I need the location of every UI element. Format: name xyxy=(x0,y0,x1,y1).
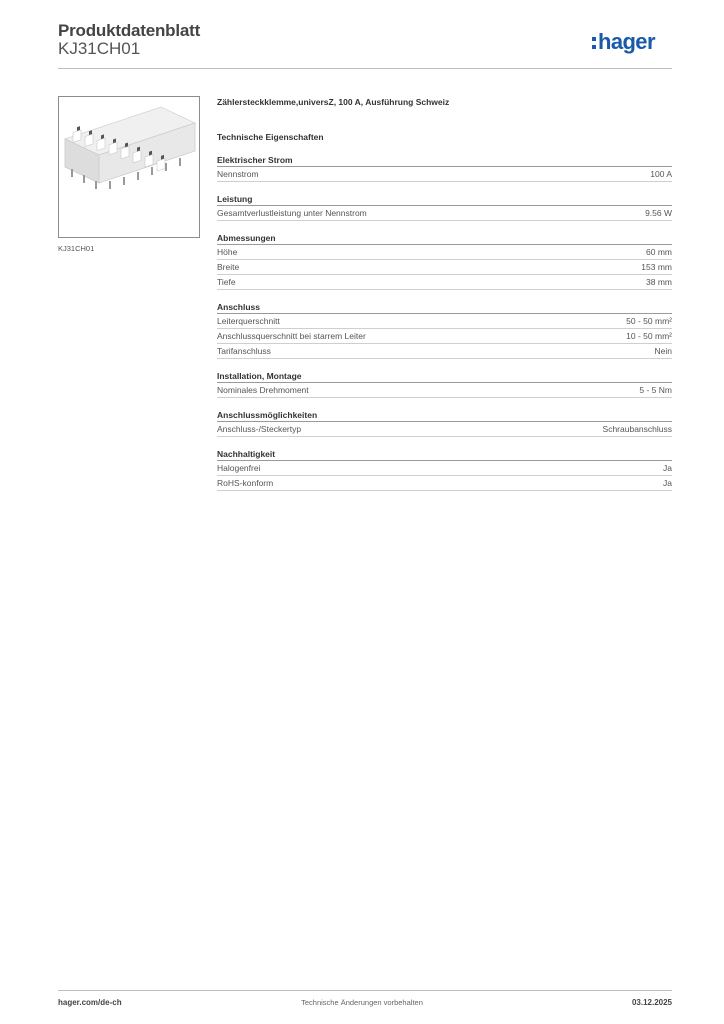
product-image-frame xyxy=(58,96,200,238)
spec-group-nachhaltigkeit xyxy=(217,448,672,491)
product-description: Zählersteckklemme,universZ, 100 A, Ausführung Schweiz xyxy=(217,97,450,107)
spec-group-installation-montage xyxy=(217,370,672,398)
spec-row xyxy=(217,206,672,221)
spec-value: 100 A xyxy=(650,169,672,179)
spec-label: Breite xyxy=(217,262,240,272)
spec-group-title: Anschluss xyxy=(217,301,672,314)
spec-group-title: Installation, Montage xyxy=(217,370,672,383)
spec-label: Tiefe xyxy=(217,277,236,287)
hager-logo xyxy=(590,27,674,57)
spec-row xyxy=(217,329,672,344)
spec-group-title: Nachhaltigkeit xyxy=(217,448,672,461)
spec-label: Nominales Drehmoment xyxy=(217,385,309,395)
spec-group-anschluss xyxy=(217,301,672,359)
spec-row xyxy=(217,167,672,182)
spec-value: 38 mm xyxy=(646,277,672,287)
spec-label: Anschluss-/Steckertyp xyxy=(217,424,302,434)
spec-label: Nennstrom xyxy=(217,169,259,179)
product-image xyxy=(59,97,199,237)
spec-row xyxy=(217,275,672,290)
spec-value: Ja xyxy=(663,463,672,473)
spec-value: 9.56 W xyxy=(645,208,672,218)
spec-row xyxy=(217,260,672,275)
spec-value: 50 - 50 mm² xyxy=(626,316,672,326)
spec-label: Anschlussquerschnitt bei starrem Leiter xyxy=(217,331,366,341)
spec-value: 153 mm xyxy=(641,262,672,272)
spec-group-title: Leistung xyxy=(217,193,672,206)
spec-value: 5 - 5 Nm xyxy=(639,385,672,395)
page-title: Produktdatenblatt xyxy=(58,21,201,40)
spec-group-anschlussmoeglichkeiten xyxy=(217,409,672,437)
spec-label: Gesamtverlustleistung unter Nennstrom xyxy=(217,208,367,218)
product-image-caption: KJ31CH01 xyxy=(58,244,95,253)
footer-divider xyxy=(58,990,672,991)
section-title: Technische Eigenschaften xyxy=(217,132,324,142)
spec-row xyxy=(217,476,672,491)
spec-group-title: Anschlussmöglichkeiten xyxy=(217,409,672,422)
spec-row xyxy=(217,383,672,398)
spec-label: Höhe xyxy=(217,247,238,257)
spec-group-elektrischer-strom xyxy=(217,154,672,182)
spec-label: RoHS-konform xyxy=(217,478,274,488)
product-number: KJ31CH01 xyxy=(58,39,141,58)
spec-group-abmessungen xyxy=(217,232,672,290)
header-divider xyxy=(58,68,672,69)
spec-group-title: Elektrischer Strom xyxy=(217,154,672,167)
spec-panel xyxy=(217,95,672,491)
spec-value: Ja xyxy=(663,478,672,488)
spec-value: Nein xyxy=(654,346,672,356)
spec-group-title: Abmessungen xyxy=(217,232,672,245)
spec-label: Leiterquerschnitt xyxy=(217,316,280,326)
footer-date: 03.12.2025 xyxy=(631,998,672,1007)
footer-website-link[interactable]: hager.com/de-ch xyxy=(58,998,122,1007)
spec-value: 60 mm xyxy=(646,247,672,257)
spec-value: 10 - 50 mm² xyxy=(626,331,672,341)
spec-row xyxy=(217,461,672,476)
spec-label: Tarifanschluss xyxy=(217,346,271,356)
spec-row xyxy=(217,422,672,437)
spec-group-leistung xyxy=(217,193,672,221)
spec-value: Schraubanschluss xyxy=(602,424,672,434)
svg-text:hager: hager xyxy=(598,29,655,54)
footer-notice: Technische Änderungen vorbehalten xyxy=(301,998,423,1007)
spec-row xyxy=(217,344,672,359)
spec-row xyxy=(217,314,672,329)
spec-row xyxy=(217,245,672,260)
spec-label: Halogenfrei xyxy=(217,463,261,473)
